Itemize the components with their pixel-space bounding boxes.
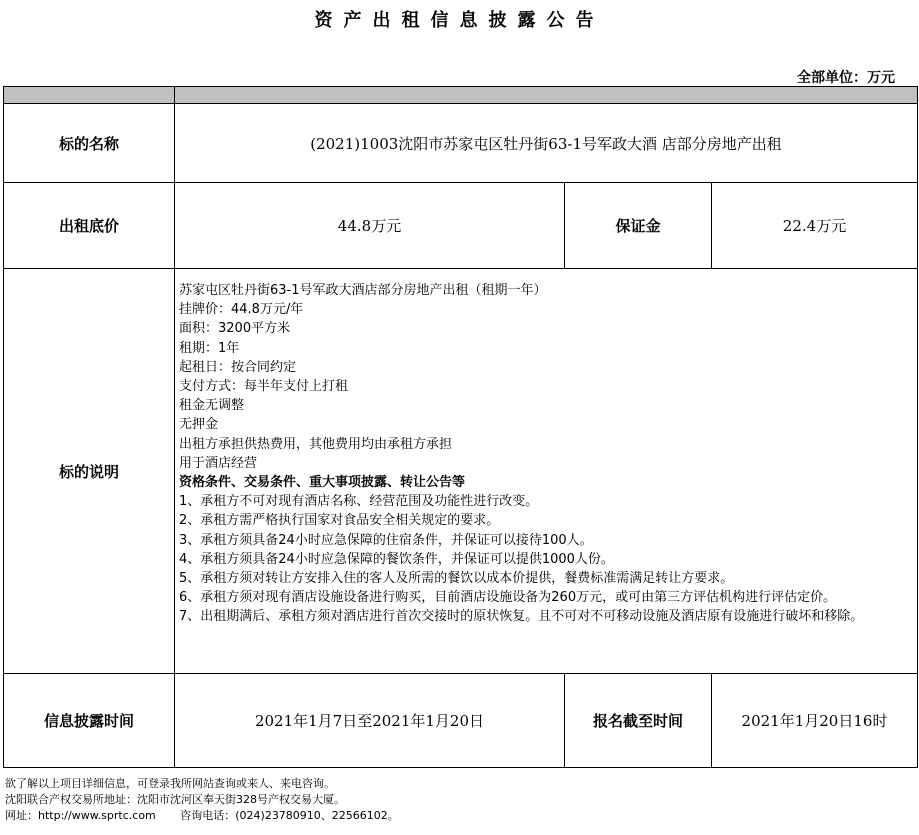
- description-label: 标的说明: [4, 269, 175, 674]
- disclosure-time-value: 2021年1月7日至2021年1月20日: [175, 674, 565, 768]
- footer-contact-line: 网址：http://www.sprtc.com 咨询电话：(024)23780910、22566102。: [5, 809, 399, 822]
- condition-item: 6、承租方须对现有酒店设施设备进行购买，目前酒店设施设备为260万元，或可由第三方评估机构进行评估定价。: [179, 590, 837, 606]
- description-line: 挂牌价：44.8万元/年: [179, 302, 304, 318]
- unit-note: 全部单位：万元: [797, 70, 895, 86]
- announcement-table: [3, 86, 918, 768]
- description-content: [175, 269, 918, 674]
- registration-deadline-label: 报名截至时间: [565, 674, 712, 768]
- row-description: [4, 269, 918, 674]
- row-rent-price: [4, 183, 918, 269]
- disclosure-time-label: 信息披露时间: [4, 674, 175, 768]
- footer-address-line: 沈阳联合产权交易所地址：沈阳市沈河区奉天街328号产权交易大厦。: [5, 793, 345, 806]
- header-bar-cell-right: [175, 87, 918, 104]
- rent-price-label: 出租底价: [4, 183, 175, 269]
- table-header-bar: [4, 87, 918, 104]
- condition-item: 1、承租方不可对现有酒店名称、经营范围及功能性进行改变。: [179, 494, 539, 510]
- description-line: 无押金: [179, 417, 219, 433]
- condition-item: 4、承租方须具备24小时应急保障的餐饮条件，并保证可以提供1000人份。: [179, 551, 614, 567]
- description-line: 出租方承担供热费用，其他费用均由承租方承担: [179, 436, 453, 452]
- description-line: 租期：1年: [179, 340, 240, 356]
- description-line: 用于酒店经营: [179, 455, 258, 471]
- condition-item: 5、承租方须对转让方安排入住的客人及所需的餐饮以成本价提供，餐费标准需满足转让方要求。: [179, 571, 734, 587]
- subject-name-label: 标的名称: [4, 104, 175, 183]
- document-title: 资产出租信息披露公告: [314, 10, 605, 31]
- deposit-label: 保证金: [565, 183, 712, 269]
- footer-info-line: 欲了解以上项目详细信息，可登录我所网站查询或来人、来电咨询。: [5, 777, 335, 790]
- rent-price-value: 44.8万元: [175, 183, 565, 269]
- condition-item: 2、承租方需严格执行国家对食品安全相关规定的要求。: [179, 513, 500, 529]
- row-subject-name: [4, 104, 918, 183]
- conditions-heading: 资格条件、交易条件、重大事项披露、转让公告等: [179, 475, 466, 491]
- description-line: 租金无调整: [179, 398, 245, 414]
- row-timing: [4, 674, 918, 768]
- registration-deadline-value: 2021年1月20日16时: [712, 674, 918, 768]
- header-bar-cell-left: [4, 87, 175, 104]
- subject-name-value: (2021)1003沈阳市苏家屯区牡丹街63-1号军政大酒 店部分房地产出租: [175, 104, 918, 183]
- condition-item: 7、出租期满后、承租方须对酒店进行首次交接时的原状恢复。且不可对不可移动设施及酒店原有设施进行破坏和移除。: [179, 609, 864, 625]
- footer: [5, 776, 399, 824]
- description-line: 起租日：按合同约定: [179, 359, 297, 375]
- description-line: 面积：3200平方米: [179, 321, 291, 337]
- description-line: 苏家屯区牡丹街63-1号军政大酒店部分房地产出租（租期一年）: [179, 283, 547, 298]
- deposit-value: 22.4万元: [712, 183, 918, 269]
- description-line: 支付方式：每半年支付上打租: [179, 379, 349, 395]
- condition-item: 3、承租方须具备24小时应急保障的住宿条件，并保证可以接待100人。: [179, 532, 593, 548]
